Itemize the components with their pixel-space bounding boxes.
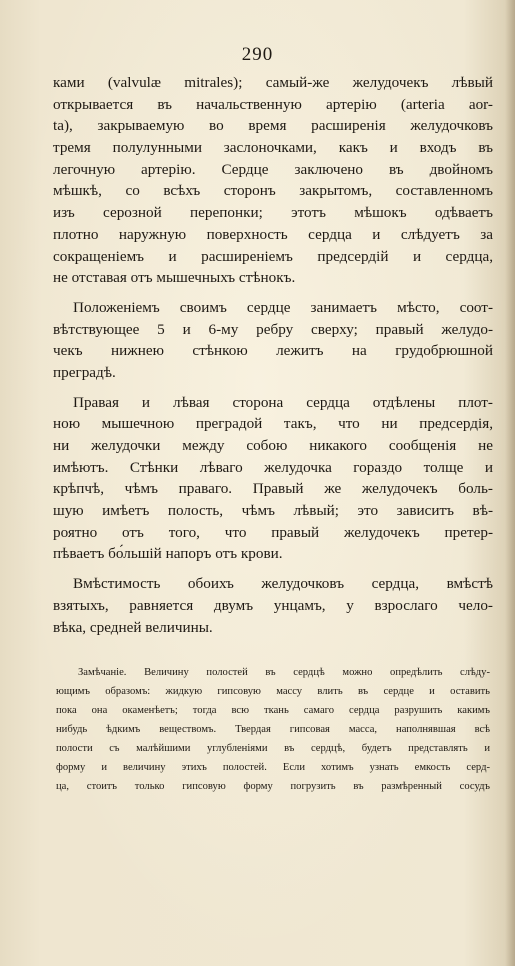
paragraph-2 [53,297,493,384]
note-line: ющимъ образомъ: жидкую гипсовую массу влить въ сердце и оставить [56,686,490,697]
text-line: ни желудочки между собою никакого сообщенія не [53,437,493,454]
text-line: вѣтствующее 5 и 6-му ребру сверху; правый желудо- [53,320,493,338]
text-line: чекъ нижнею стѣнкою лежитъ на грудобрюшной [53,342,493,360]
text-line: легочную артерію. Сердце заключено въ двойномъ [53,160,493,178]
text-line: пѣваетъ бо́льшій напоръ отъ крови. [53,545,283,563]
body-text [53,72,493,638]
text-line: ною мышечною преградой такъ, что ни предсердія, [53,415,493,433]
footnote [56,663,490,796]
text-line: Вмѣстимость обоихъ желудочковъ сердца, вмѣстѣ [73,575,493,593]
text-line: плотно наружную поверхность сердца и слѣдуетъ за [53,225,493,243]
text-line: Правая и лѣвая сторона сердца отдѣлены плот- [73,393,493,411]
note-line: форму и величину этихъ полостей. Если хотимъ узнать емкость серд- [56,762,490,773]
text-line: изъ серозной перепонки; этотъ мѣшокъ одѣваетъ [53,204,493,222]
text-line: взятыхъ, равняется двумъ унцамъ, у взрослаго чело- [53,596,493,614]
note-line: ца, стоитъ только гипсовую форму погрузить въ размѣренный сосудъ [56,781,490,792]
text-line: роятно отъ того, что правый желудочекъ претер- [53,523,493,541]
note-line: пока она окаменѣетъ; тогда всю ткань самаго сердца разрушить какимъ [56,705,490,716]
page-spine-shadow [505,0,515,966]
text-line: преградѣ. [53,363,116,381]
text-line: тремя полулунными заслоночками, какъ и входъ въ [53,139,493,157]
paragraph-1 [53,72,493,289]
text-line: вѣка, средней величины. [53,618,213,636]
text-line: сокращеніемъ и расширеніемъ предсердій и сердца, [53,247,493,265]
note-line: полости съ малѣйшими углубленіями въ сердцѣ, будетъ представлять и [56,743,490,754]
text-line: крѣпчѣ, чѣмъ праваго. Правый же желудочекъ боль- [53,480,493,498]
note-line: нибудь ѣдкимъ веществомъ. Твердая гипсовая масса, наполнявшая всѣ [56,724,490,735]
text-line: не отставая отъ мышечныхъ стѣнокъ. [53,269,296,287]
text-line: открывается въ начальственную артерію (arteria aor- [53,95,493,113]
paragraph-4 [53,573,493,638]
note-line: Замѣчаніе. Величину полостей въ сердцѣ можно опредѣлить слѣду- [78,667,490,678]
text-line: шую имѣетъ полость, чѣмъ лѣвый; это зависитъ вѣ- [53,502,493,520]
text-line: ками (valvulæ mitrales); самый-же желудочекъ лѣвый [53,74,493,91]
text-line: имѣютъ. Стѣнки лѣваго желудочка гораздо толще и [53,458,493,476]
paragraph-3 [53,392,493,566]
text-line: Положеніемъ своимъ сердце занимаетъ мѣсто, соот- [73,298,493,316]
text-line: ta), закрываемую во время расширенія желудочковъ [53,117,493,135]
text-line: мѣшкѣ, со всѣхъ сторонъ закрытомъ, составленномъ [53,182,493,200]
page-number: 290 [241,44,274,65]
